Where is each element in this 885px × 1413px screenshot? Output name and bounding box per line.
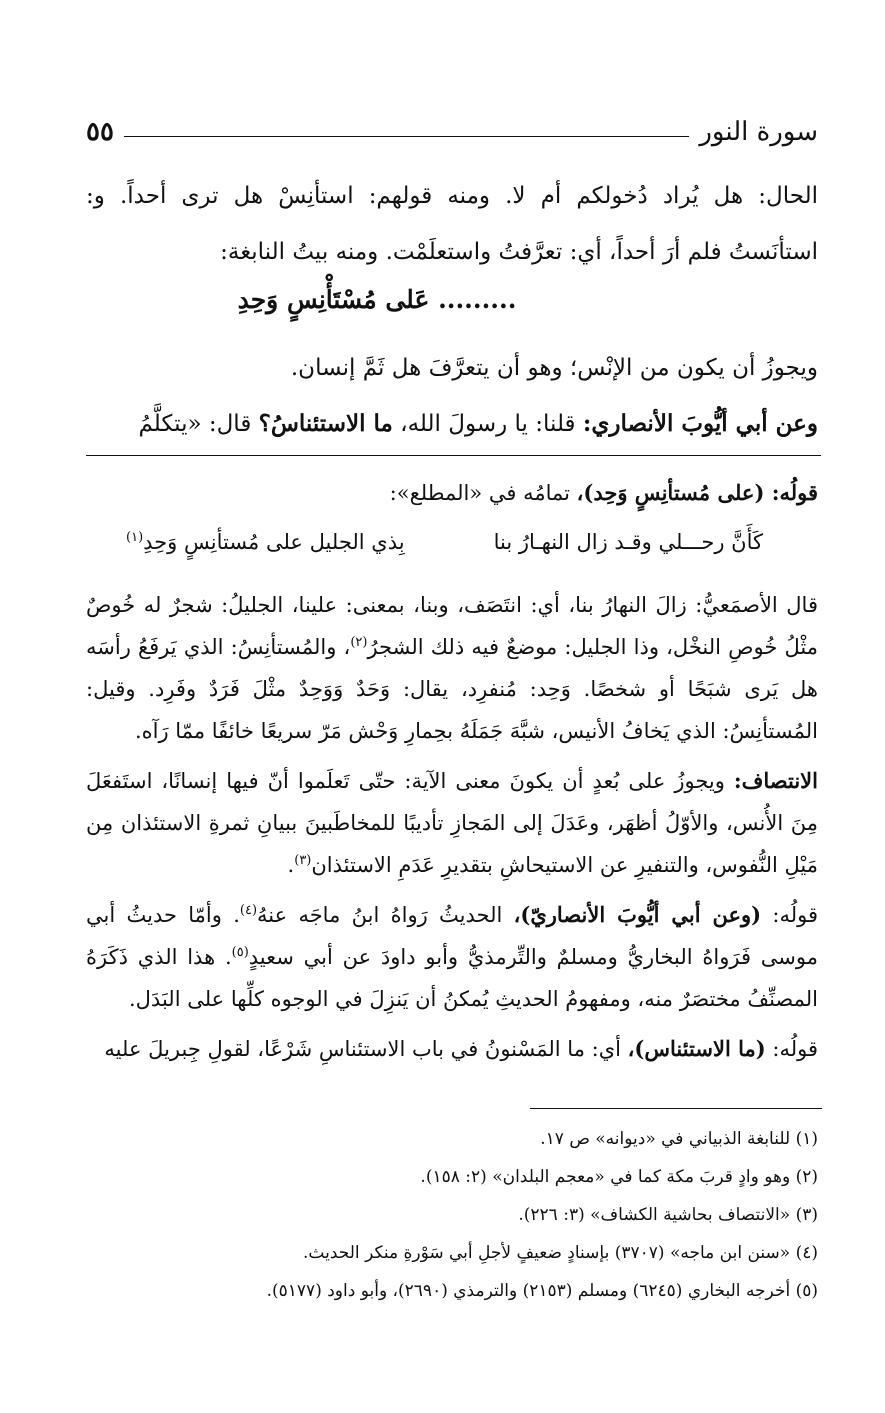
commentary-paragraph-5 [86,1028,818,1070]
footnote-1: (١) للنابغة الذبياني في «ديوانه» ص ١٧. [540,1129,818,1149]
main-paragraph-2: ويجوزُ أن يكون من الإنْس؛ وهو أن يتعرَّفَ هل ثَمَّ إنسان. [290,355,818,381]
footnotes [86,1120,818,1310]
commentary-text-2b: ، والمُستأنِسُ: الذي يَرفَعُ رأسَه هل يَرى شبَحًا أو شخصًا. وَحِد: مُنفرِد، يقال: وَحَدٌ وَوَحِدٌ مثْلَ فَرَدٌ وفَرِد. وقيل: المُستأنِسُ: الذي يَخافُ الأنيس، شبَّهَ جَمَلَهُ بحِمارِ وَحْش مَرّ سريعًا خائفًا ممّا رَآه. [86,635,818,743]
footnote-ref-5[interactable]: (٥) [231,945,249,960]
poem-hemistich-2-text: بِذي الجليل على مُستأنِسٍ وَحِدِ [143,530,405,554]
text-commentary-divider [86,455,821,456]
footnote-2: (٢) وهو وادٍ قربَ مكة كما في «معجم البلدان» (٢: ١٥٨). [420,1167,818,1187]
main-paragraph-3 [86,396,818,452]
commentary-paragraph-2 [86,584,818,752]
commentary-text-3-end: . [287,853,295,877]
hadith-text-a: قلنا: يا رسولَ الله، [392,411,583,437]
footnote-ref-2[interactable]: (٢) [350,635,368,650]
commentary-paragraph-1 [86,472,818,514]
commentary-text-2a: قال الأصمَعيُّ: زالَ النهارُ بنا، أي: انتَصَف، وبنا، بمعنى: علينا، الجليلُ: شجرٌ له خُوصٌ مثْلُ خُوصِ النخْل، وذا الجليل: موضعٌ فيه ذلك الشجرُ [86,593,818,659]
footnote-3: (٣) «الانتصاف بحاشية الكشاف» (٣: ٢٢٦). [518,1205,818,1225]
commentary-text-4a: قولُه: [761,903,819,927]
hadith-text-b: قال: «يتكلَّمُ [138,411,259,437]
commentary-text-4b: الحديثُ رَواهُ ابنُ ماجَه عنهُ [257,903,514,927]
hadith-question: ما الاستئناسُ؟ [258,410,393,437]
header-rule [124,136,689,137]
commentary-text-4c: . وأمّا حديثُ أبي موسى فَرَواهُ البخاريُّ ومسلمٌ والتِّرمذيُّ وأبو داودَ عن أبي سعيدٍ [86,903,819,969]
surah-title: سورة النور [699,117,818,147]
footnote-ref-3[interactable]: (٣) [294,853,312,868]
commentary-lemma-1: قولُه: (على مُستأنِسٍ وَحِد)، [576,480,818,505]
footnote-4: (٤) «سنن ابن ماجه» (٣٧٠٧) بإسنادٍ ضعيفٍ لأجلِ أبي سَوْرةِ منكر الحديث. [303,1243,818,1263]
commentary-text-1: تمامُه في «المطلع»: [389,481,577,505]
commentary-paragraph-4 [86,894,818,1020]
verse-fragment: ......... عَلى مُسْتَأْنِسٍ وَحِدِ [237,285,517,314]
commentary-body [86,584,818,1070]
commentary-text-5b: أي: ما المَسْنونُ في باب الاستئناسِ شَرْعًا، لقولِ جِبريلَ عليه [104,1037,628,1061]
poem-hemistich-2 [126,530,405,554]
main-text-bottom [86,340,818,452]
main-text-top [86,168,818,280]
commentary-text-4d: . هذا الذي ذَكَرَهُ المصنِّفُ مختصَرٌ منه، ومفهومُ الحديثِ يُمكنُ أن يَنزِلَ في الوجوه كلِّها على البَدَل. [86,945,818,1011]
page-number: ٥٥ [86,117,114,147]
footnote-rule [530,1108,822,1109]
footnote-5: (٥) أخرجه البخاري (٦٢٤٥) ومسلم (٢١٥٣) والترمذي (٢٦٩٠)، وأبو داود (٥١٧٧). [266,1281,818,1301]
poem-verse [86,522,818,568]
footnote-ref-4[interactable]: (٤) [239,903,258,918]
commentary-lemma-4: (وعن أبي أيُّوبَ الأنصاريّ)، [513,902,762,927]
commentary-text-3: ويجوزُ على بُعدٍ أن يكونَ معنى الآية: حتّى تَعلَموا أنّ فيها إنسانًا، استَفعَلَ مِنَ الأُنس، والأوّلُ أظهَر، وعَدَلَ إلى المَجازِ تأديبًا للمخاطَبينَ ببيانِ ثمرةِ الاستئذان مِن مَيْلِ النُّفوس، والتنفيرِ عن الاستيحاشِ بتقديرِ عَدَمِ الاستئذان [86,769,818,877]
poem-hemistich-1: كَأَنَّ رحـــلي وقـد زال النهـارُ بنا [493,530,763,554]
intisaf-label: الانتصاف: [733,768,818,793]
commentary-lemma-5: (ما الاستئناس)، [627,1036,766,1061]
hadith-narrator: وعن أبي أيُّوبَ الأنصاري: [582,410,818,437]
running-header [86,112,818,152]
commentary-paragraph-3 [86,760,818,886]
commentary-text-5a: قولُه: [765,1037,818,1061]
footnote-ref-1[interactable]: (١) [126,530,144,545]
commentary-intro [86,472,818,514]
main-paragraph-1: الحال: هل يُراد دُخولكم أم لا. ومنه قولهم: استأنِسْ هل ترى أحداً. و: استأنَستُ فلم أرَ أحداً، أي: تعرَّفتُ واستعلَمْت. ومنه بيتُ النابغة: [86,183,818,265]
